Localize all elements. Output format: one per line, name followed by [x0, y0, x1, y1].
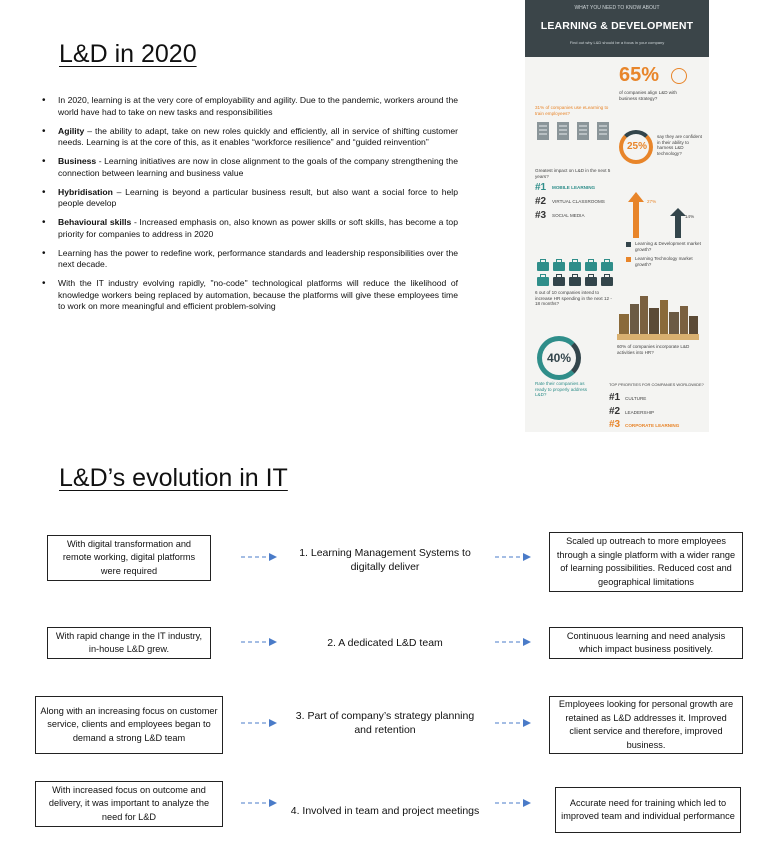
cause-box: With rapid change in the IT industry, in-house L&D grew. [47, 627, 211, 659]
evolution-stage: 2. A dedicated L&D team [327, 636, 443, 649]
target-icon [671, 68, 687, 84]
greatest-impact-text: Greatest impact on L&D in the next 5 years? [535, 168, 611, 179]
dashed-arrow-icon [495, 719, 531, 727]
dashed-arrow-icon [241, 719, 277, 727]
rank-1: #1 [535, 182, 547, 193]
stat-25-text: say they are confident in their ability to harness L&D technology? [657, 134, 702, 156]
priority-2: #2 [609, 406, 621, 417]
stat-25: 25% [626, 141, 647, 152]
infographic-header [525, 0, 709, 57]
cause-box: With digital transformation and remote working, digital platforms were required [47, 535, 211, 581]
elearning-text: 31% of companies use eLearning to train employees? [535, 105, 609, 116]
bullet-item: • Agility – the ability to adapt, take on new roles quickly and efficiently, all in service of shifting customer needs. Learning is at the core of this, as it enables “workforce resilience” and “guided reinvention” [40, 126, 458, 149]
dashed-arrow-icon [241, 799, 277, 807]
cause-box: With increased focus on outcome and delivery, it was important to analyze the need for L&D [35, 781, 223, 827]
bullet-item: • Business - Learning initiatives are now in close alignment to the goals of the company strengthening the connection between learning and business value [40, 156, 458, 179]
bar-label-tech: 14% [685, 214, 695, 219]
briefcase-icon [537, 277, 549, 286]
page-title-ld-2020: L&D in 2020 [59, 40, 197, 68]
legend-swatch-tech [626, 257, 631, 262]
building-icon [597, 122, 609, 140]
effect-box: Scaled up outreach to more employees through a single platform with a wider range of learning possibilities. Reduced cost and geographical limitations [549, 532, 743, 592]
building-icon [537, 122, 549, 140]
effect-box: Accurate need for training which led to improved team and individual performance [555, 787, 741, 833]
priority-1-label: CULTURE [625, 396, 647, 401]
building-icon [577, 122, 589, 140]
briefcase-icon [553, 262, 565, 271]
ld-2020-bullet-list [40, 95, 458, 320]
briefcase-icon [569, 277, 581, 286]
evolution-stage: 3. Part of company’s strategy planning and retention [295, 709, 475, 736]
dashed-arrow-icon [241, 553, 277, 561]
legend-tech: Learning Technology market growth? [635, 256, 693, 267]
dashed-arrow-icon [495, 799, 531, 807]
infographic-title: LEARNING & DEVELOPMENT [540, 20, 694, 32]
briefcase-icon [553, 277, 565, 286]
stat-40: 40% [546, 351, 572, 365]
priority-3: #3 [609, 419, 621, 430]
effect-box: Continuous learning and need analysis which impact business positively. [549, 627, 743, 659]
building-icon [557, 122, 569, 140]
bullet-item: • In 2020, learning is at the very core of employability and agility. Due to the pandemic, workers around the world have had to take on new tasks and responsibilities [40, 95, 458, 118]
stat-65-text: of companies align L&D with business strategy? [619, 90, 677, 101]
dashed-arrow-icon [495, 553, 531, 561]
bar-label-ld: 27% [647, 199, 657, 204]
briefcase-icon [537, 262, 549, 271]
growth-arrow-tech [670, 208, 686, 238]
cause-box: Along with an increasing focus on customer service, clients and employees began to demand a strong L&D team [35, 696, 223, 754]
rank-3: #3 [535, 210, 547, 221]
effect-box: Employees looking for personal growth are retained as L&D addresses it. Improved client service and therefore, improved business. [549, 696, 743, 754]
evolution-stage: 4. Involved in team and project meetings [290, 804, 480, 817]
dashed-arrow-icon [495, 638, 531, 646]
briefcase-icon [601, 262, 613, 271]
evolution-stage: 1. Learning Management Systems to digitally deliver [299, 546, 471, 573]
growth-arrow-ld [628, 192, 644, 238]
legend-swatch-ld [626, 242, 631, 247]
rank-2-label: VIRTUAL CLASSROOMS [552, 199, 605, 204]
priority-1: #1 [609, 392, 621, 403]
bullet-item: • Hybridisation – Learning is beyond a particular business result, but also want a social force to help people develop [40, 187, 458, 210]
rank-1-label: MOBILE LEARNING [552, 185, 596, 190]
priorities-title: TOP PRIORITIES FOR COMPANIES WORLDWIDE? [609, 382, 704, 387]
priority-3-label: CORPORATE LEARNING [625, 423, 680, 428]
bullet-item: • Learning has the power to redefine work, performance standards and leadership responsibilities over the next decade. [40, 248, 458, 271]
briefcase-icon [569, 262, 581, 271]
infographic-kicker: WHAT YOU NEED TO KNOW ABOUT [574, 5, 660, 11]
stat-40-text: Rate their companies as ready to properly address L&D? [535, 381, 588, 398]
city-skyline-icon [617, 294, 699, 340]
bullet-item: • Behavioural skills - Increased emphasis on, also known as power skills or soft skills, has become a top priority for companies to address in 2020 [40, 217, 458, 240]
pct-60-text: 60% of companies incorporate L&D activities into HR? [617, 344, 690, 355]
ld-infographic [525, 0, 709, 432]
bullet-item: • With the IT industry evolving rapidly, "no-code" technological platforms will reduce the likelihood of knowledge workers being replaced by automation, because the platforms will give these employees time to work on more meaningful and efficient problem-solving [40, 278, 458, 313]
dashed-arrow-icon [241, 638, 277, 646]
rank-2: #2 [535, 196, 547, 207]
briefcase-icon [585, 262, 597, 271]
briefcase-icon [601, 277, 613, 286]
rank-3-label: SOCIAL MEDIA [552, 213, 585, 218]
briefcase-icon [585, 277, 597, 286]
hr-spending-text: 6 out of 10 companies intend to increase HR spending in the next 12 - 18 months? [535, 290, 612, 307]
stat-65: 65% [619, 64, 660, 86]
page-title-ld-evolution: L&D’s evolution in IT [59, 464, 288, 492]
priority-2-label: LEADERSHIP [625, 410, 655, 415]
infographic-subtitle: Find out why L&D should be a focus in your company [569, 40, 665, 45]
legend-ld: Learning & Development market growth? [635, 241, 701, 252]
